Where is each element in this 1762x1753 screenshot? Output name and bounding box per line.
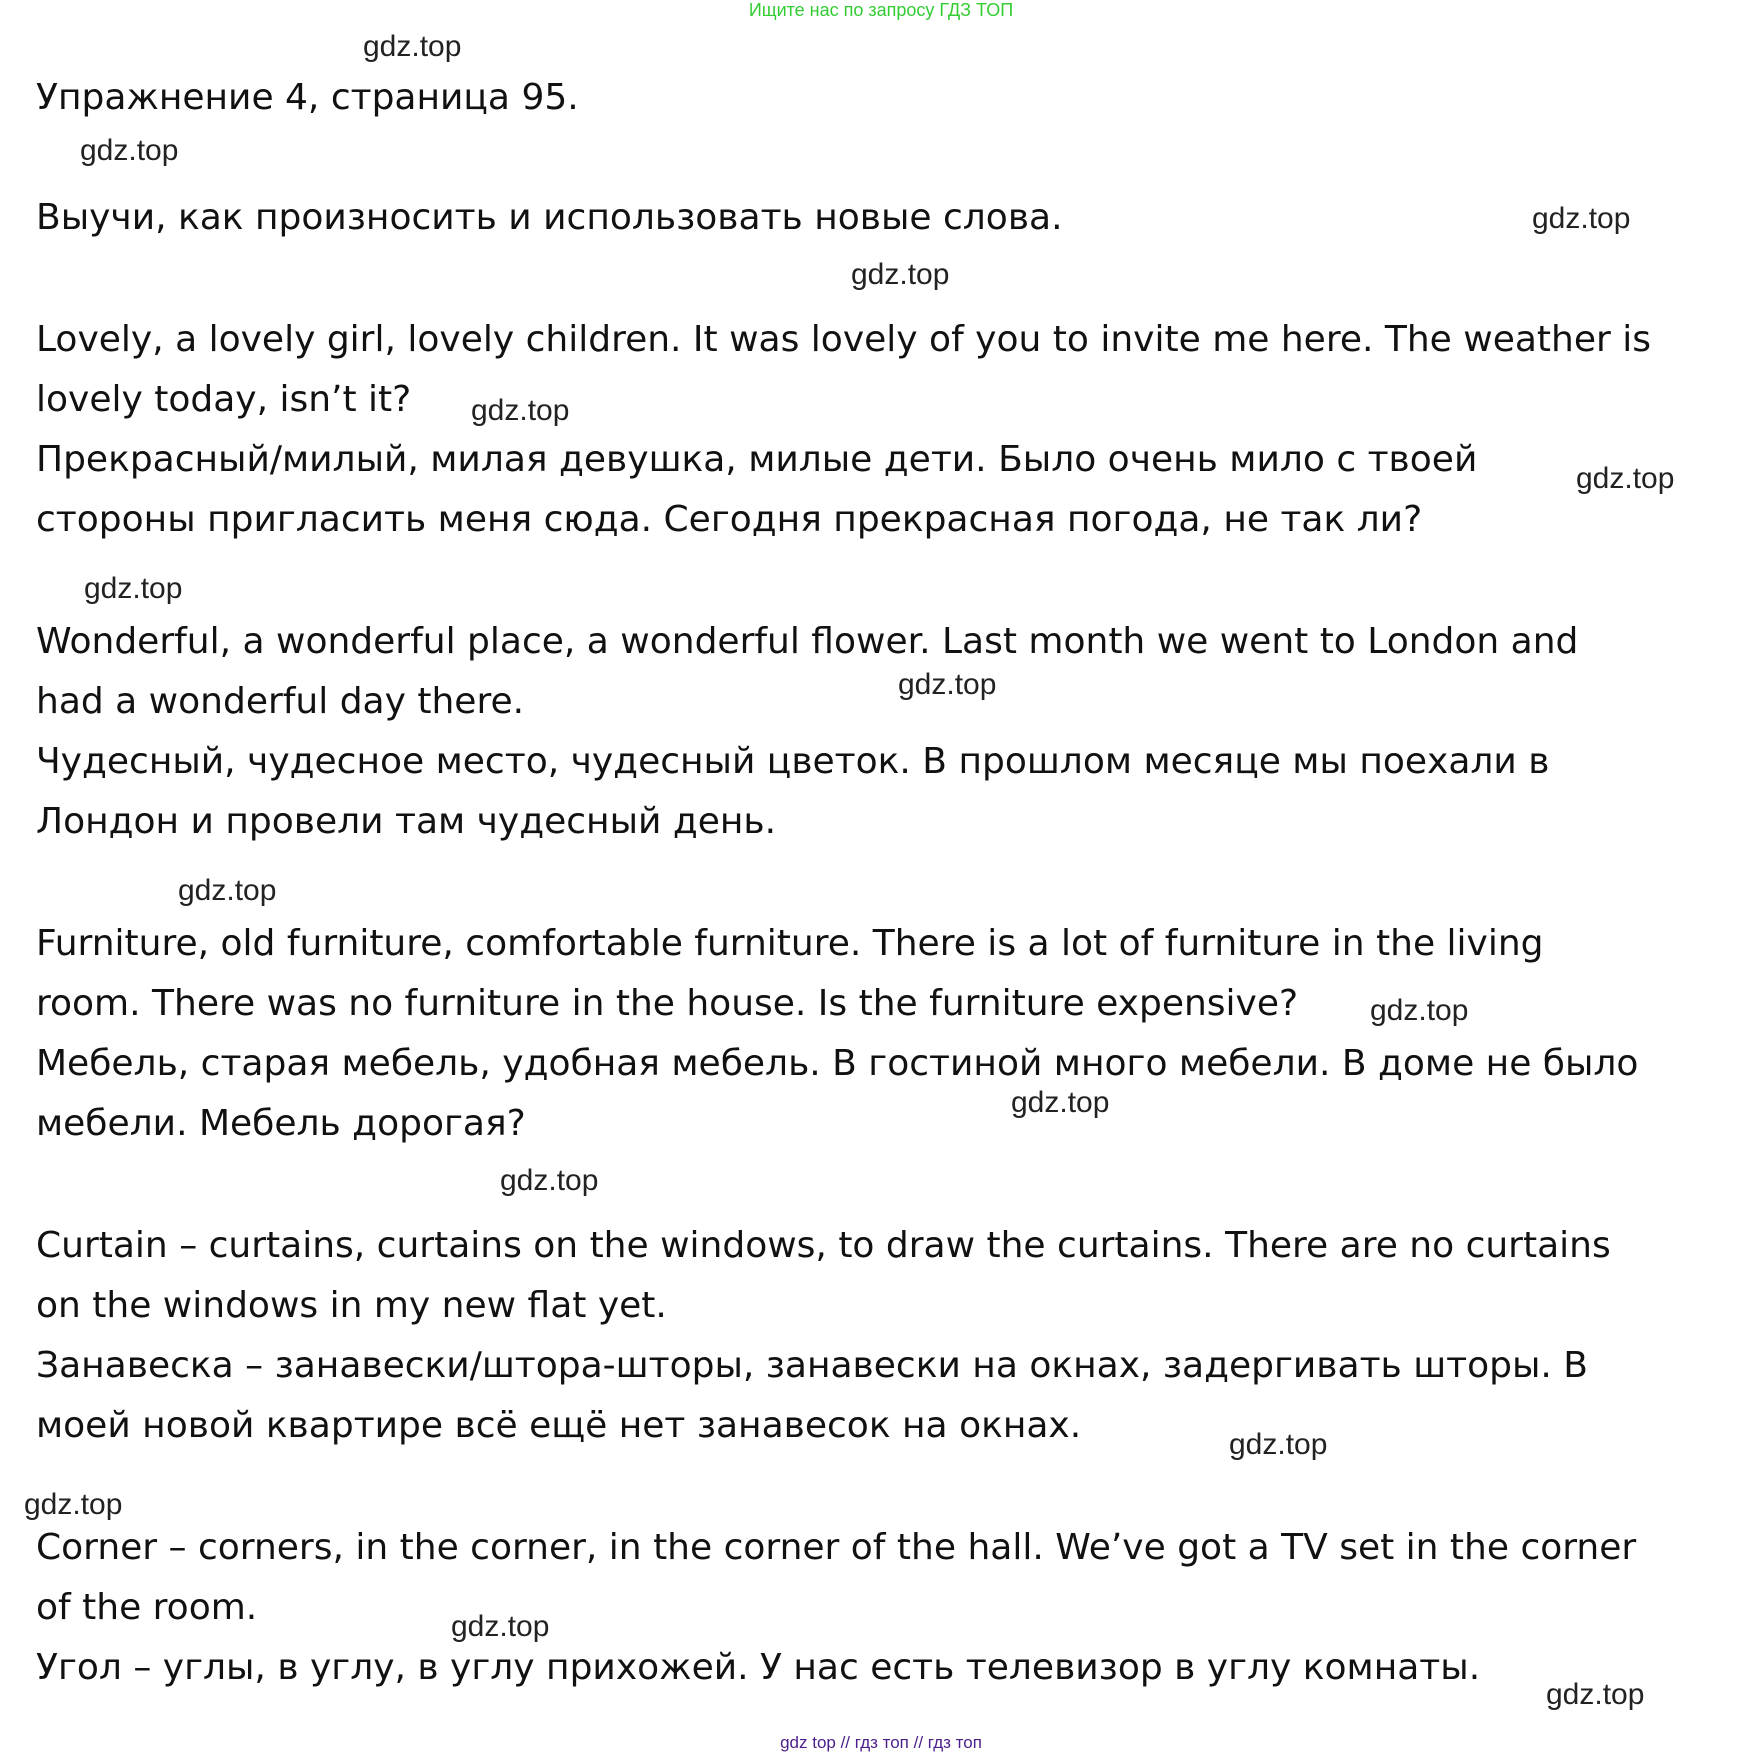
entry-2-en-line-2: had a wonderful day there.	[36, 681, 525, 722]
entry-3-en-line-1: Furniture, old furniture, comfortable furniture. There is a lot of furniture in the living	[36, 923, 1544, 964]
entry-1-ru-line-2: стороны пригласить меня сюда. Сегодня прекрасная погода, не так ли?	[36, 499, 1423, 540]
entry-1-ru-line-1: Прекрасный/милый, милая девушка, милые дети. Было очень мило с твоей	[36, 439, 1478, 480]
watermark: gdz.top	[1370, 994, 1469, 1027]
entry-5-en-line-2: of the room.	[36, 1587, 258, 1628]
search-banner: Ищите нас по запросу ГДЗ ТОП	[748, 0, 1014, 20]
watermark: gdz.top	[1532, 202, 1631, 235]
entry-4-ru-line-2: моей новой квартире всё ещё нет занавесок на окнах.	[36, 1405, 1082, 1446]
entry-5-en-line-1: Corner – corners, in the corner, in the corner of the hall. We’ve got a TV set in the corner	[36, 1527, 1637, 1568]
entry-2-en-line-1: Wonderful, a wonderful place, a wonderful flower. Last month we went to London and	[36, 621, 1579, 662]
footer-watermark: gdz top // гдз топ // гдз топ	[780, 1733, 982, 1752]
entry-2-ru-line-2: Лондон и провели там чудесный день.	[36, 801, 777, 842]
watermark: gdz.top	[1011, 1086, 1110, 1119]
entry-1-en-line-2: lovely today, isn’t it?	[36, 379, 412, 420]
entry-1-en-line-1: Lovely, a lovely girl, lovely children. It was lovely of you to invite me here. The weather is	[36, 319, 1651, 360]
exercise-title: Упражнение 4, страница 95.	[36, 77, 579, 118]
entry-3-ru-line-1: Мебель, старая мебель, удобная мебель. В гостиной много мебели. В доме не было	[36, 1043, 1639, 1084]
entry-3-en-line-2: room. There was no furniture in the house. Is the furniture expensive?	[36, 983, 1299, 1024]
watermark: gdz.top	[1576, 462, 1675, 495]
entry-2-ru-line-1: Чудесный, чудесное место, чудесный цветок. В прошлом месяце мы поехали в	[36, 741, 1550, 782]
watermark: gdz.top	[851, 258, 950, 291]
watermark: gdz.top	[500, 1164, 599, 1197]
watermark: gdz.top	[471, 394, 570, 427]
watermark: gdz.top	[80, 134, 179, 167]
watermark: gdz.top	[1229, 1428, 1328, 1461]
entry-4-en-line-2: on the windows in my new flat yet.	[36, 1285, 667, 1326]
instruction: Выучи, как произносить и использовать новые слова.	[36, 197, 1063, 238]
watermark: gdz.top	[451, 1610, 550, 1643]
entry-3-ru-line-2: мебели. Мебель дорогая?	[36, 1103, 526, 1144]
entry-5-ru-line-1: Угол – углы, в углу, в углу прихожей. У нас есть телевизор в углу комнаты.	[36, 1647, 1481, 1688]
watermark: gdz.top	[363, 30, 462, 63]
watermark: gdz.top	[24, 1488, 123, 1521]
entry-4-en-line-1: Curtain – curtains, curtains on the windows, to draw the curtains. There are no curtains	[36, 1225, 1611, 1266]
entry-4-ru-line-1: Занавеска – занавески/штора-шторы, занавески на окнах, задергивать шторы. В	[36, 1345, 1589, 1386]
watermark: gdz.top	[898, 668, 997, 701]
watermark: gdz.top	[84, 572, 183, 605]
watermark: gdz.top	[178, 874, 277, 907]
watermark: gdz.top	[1546, 1678, 1645, 1711]
